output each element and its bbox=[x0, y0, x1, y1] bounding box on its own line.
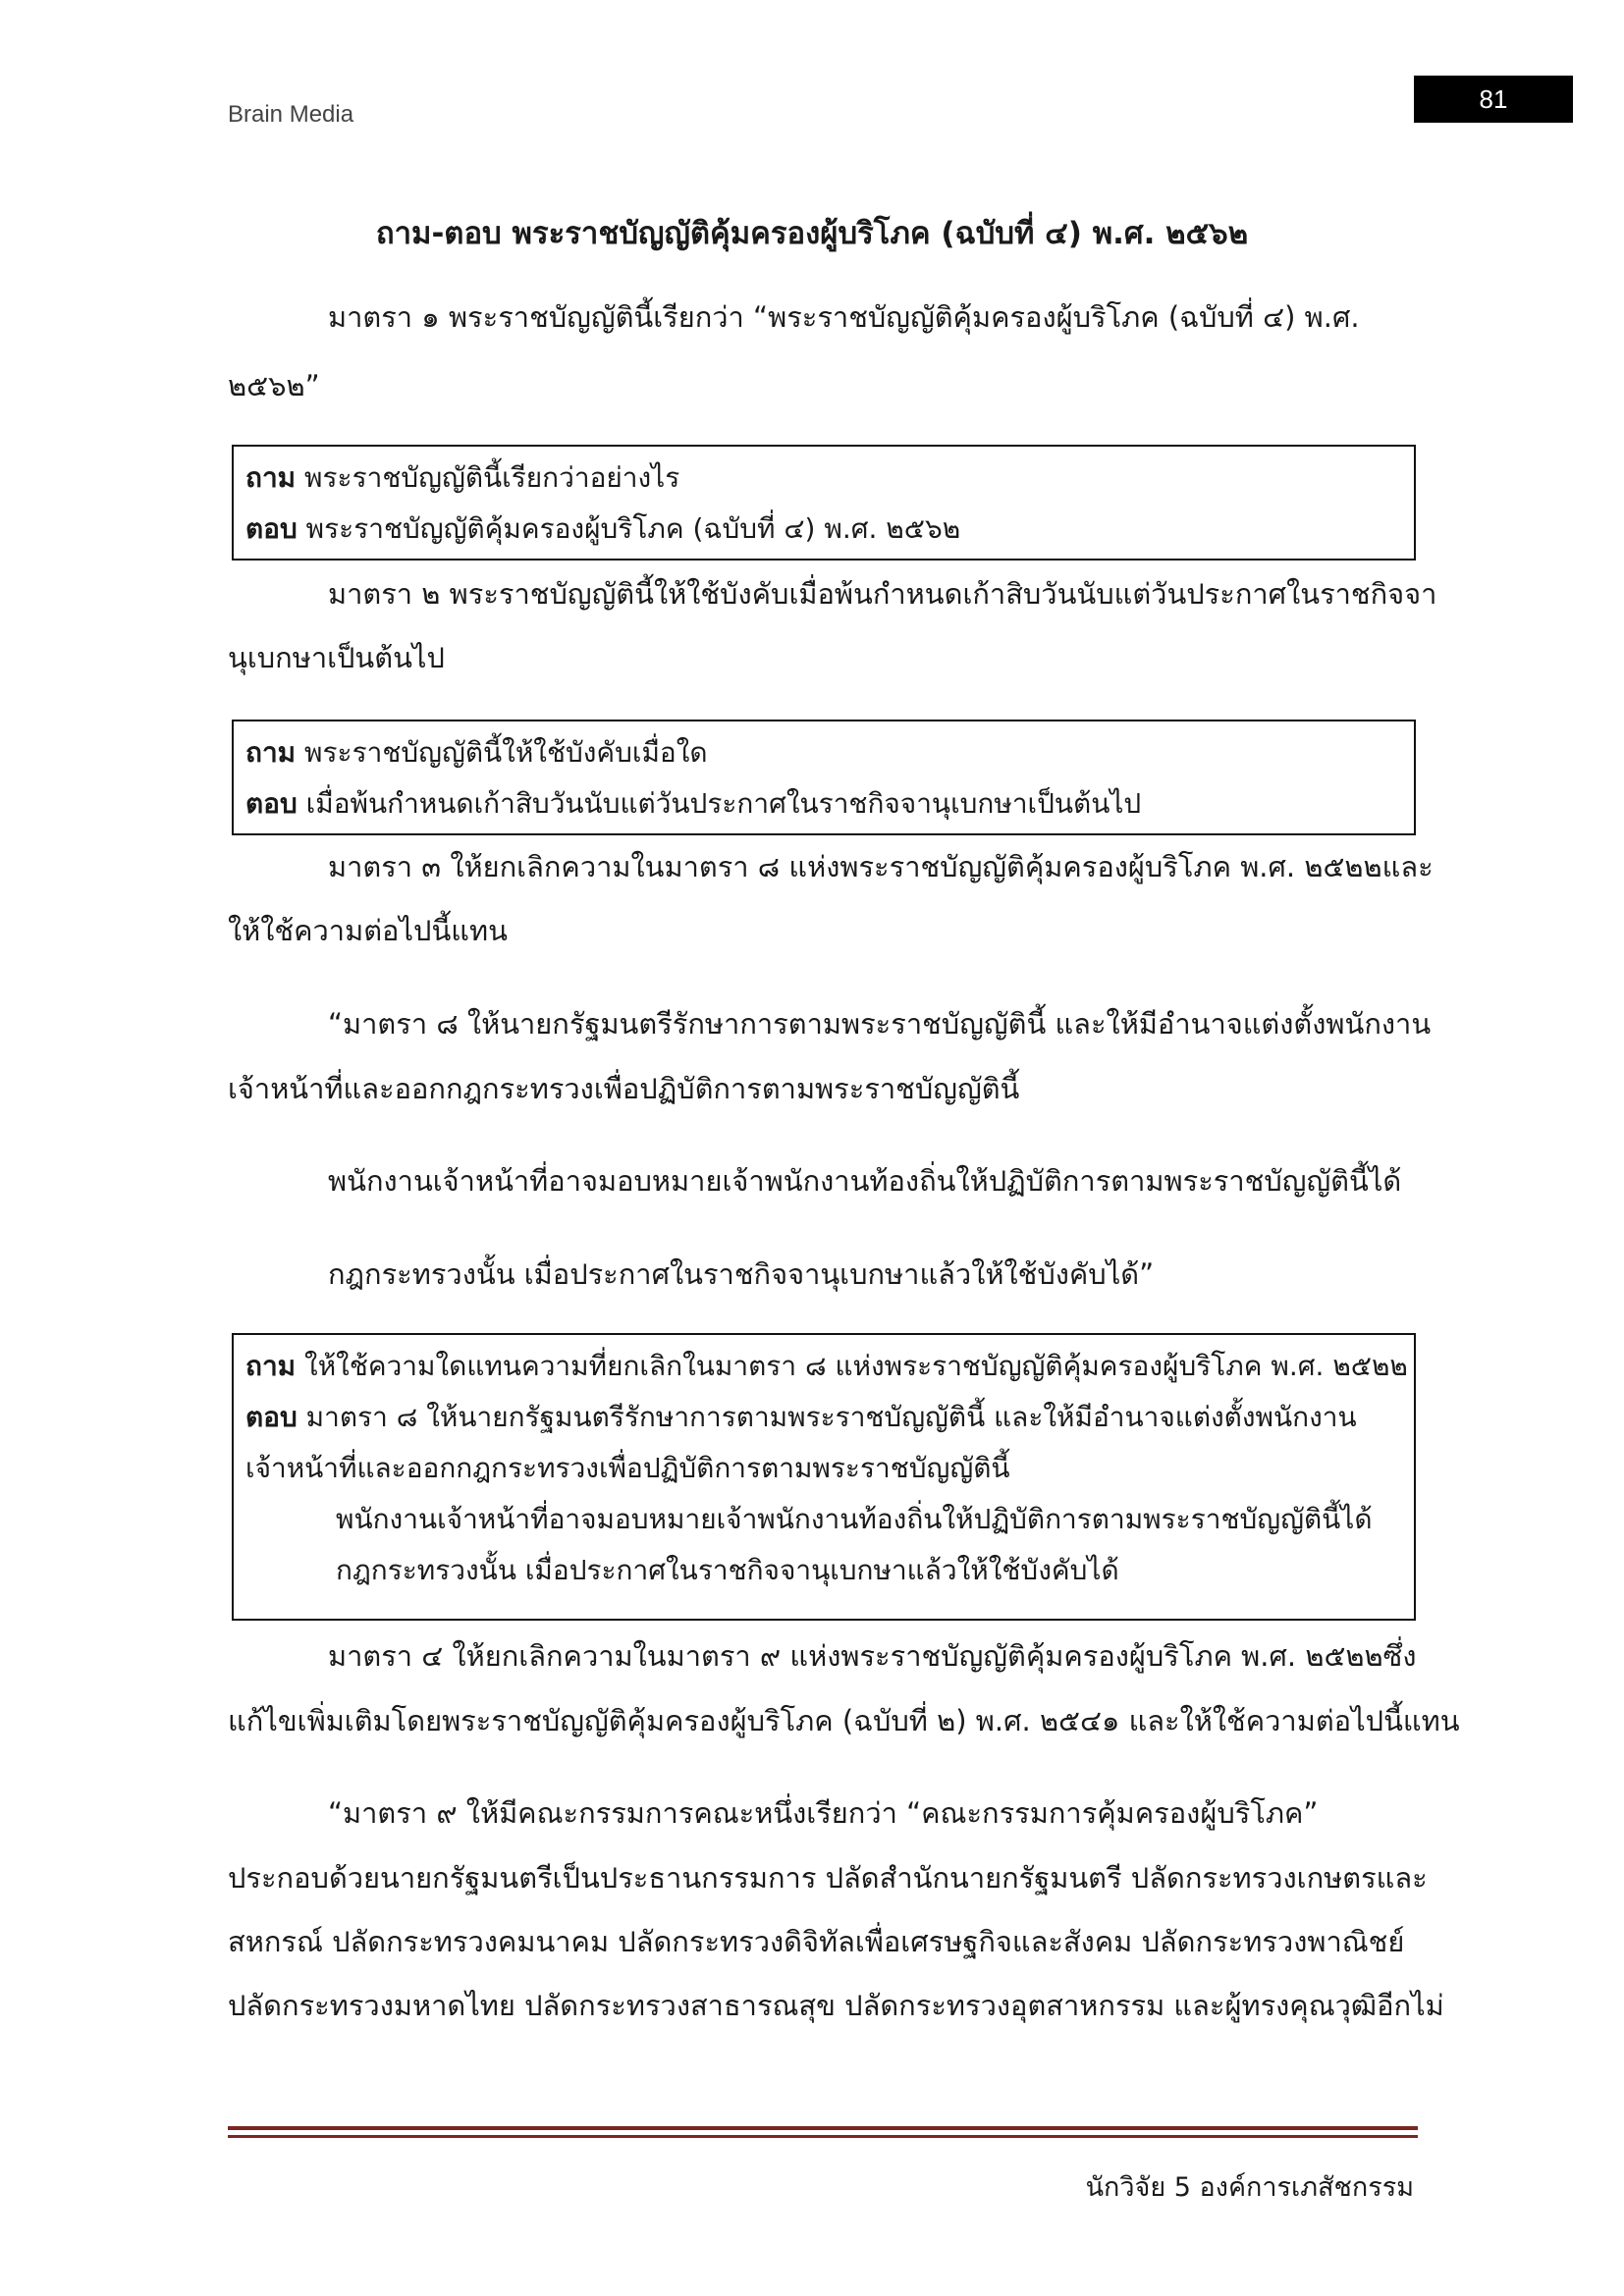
section4-quote4: ปลัดกระทรวงมหาดไทย ปลัดกระทรวงสาธารณสุข ปลัดกระทรวงอุตสาหกรรม และผู้ทรงคุณวุฒิอีกไม่ bbox=[228, 1989, 1444, 2022]
qa3-answer-line3: พนักงานเจ้าหน้าที่อาจมอบหมายเจ้าพนักงานท้องถิ่นให้ปฏิบัติการตามพระราชบัญญัตินี้ได้ bbox=[336, 1503, 1373, 1535]
page-number: 81 bbox=[1479, 83, 1508, 114]
section3-quote2: เจ้าหน้าที่และออกกฎกระทรวงเพื่อปฏิบัติการตามพระราชบัญญัตินี้ bbox=[228, 1072, 1020, 1105]
section4-quote3: สหกรณ์ ปลัดกระทรวงคมนาคม ปลัดกระทรวงดิจิทัลเพื่อเศรษฐกิจและสังคม ปลัดกระทรวงพาณิชย์ bbox=[228, 1925, 1405, 1958]
footer-text: นักวิจัย 5 องค์การเภสัชกรรม bbox=[1085, 2172, 1414, 2203]
qa3-answer bbox=[245, 1392, 1402, 1443]
answer-text: เมื่อพ้นกำหนดเก้าสิบวันนับแต่วันประกาศในราชกิจจานุเบกษาเป็นต้นไป bbox=[297, 787, 1142, 820]
answer-text: มาตรา ๘ ให้นายกรัฐมนตรีรักษาการตามพระราชบัญญัตินี้ และให้มีอำนาจแต่งตั้งพนักงาน bbox=[297, 1401, 1357, 1433]
question-label: ถาม bbox=[245, 736, 297, 769]
section4-line2: แก้ไขเพิ่มเติมโดยพระราชบัญญัติคุ้มครองผู้บริโภค (ฉบับที่ ๒) พ.ศ. ๒๕๔๑ และให้ใช้ความต่อไปนี้แทน bbox=[228, 1704, 1460, 1737]
section3-quote3: พนักงานเจ้าหน้าที่อาจมอบหมายเจ้าพนักงานท้องถิ่นให้ปฏิบัติการตามพระราชบัญญัตินี้ได้ bbox=[328, 1164, 1402, 1198]
question-text: พระราชบัญญัตินี้ให้ใช้บังคับเมื่อใด bbox=[296, 736, 708, 769]
qa1-answer bbox=[245, 504, 1402, 555]
qa-box-1 bbox=[232, 445, 1416, 561]
section3-quote1: “มาตรา ๘ ให้นายกรัฐมนตรีรักษาการตามพระราชบัญญัตินี้ และให้มีอำนาจแต่งตั้งพนักงาน bbox=[328, 1007, 1432, 1041]
question-text: ให้ใช้ความใดแทนความที่ยกเลิกในมาตรา ๘ แห่งพระราชบัญญัติคุ้มครองผู้บริโภค พ.ศ. ๒๕๒๒ bbox=[296, 1350, 1408, 1382]
qa3-question bbox=[245, 1341, 1408, 1392]
question-label: ถาม bbox=[245, 1350, 297, 1382]
answer-label: ตอบ bbox=[245, 512, 298, 545]
section4-quote2: ประกอบด้วยนายกรัฐมนตรีเป็นประธานกรรมการ ปลัดสำนักนายกรัฐมนตรี ปลัดกระทรวงเกษตรและ bbox=[228, 1861, 1428, 1895]
section1-line2: ๒๕๖๒” bbox=[228, 369, 320, 402]
qa1-question bbox=[245, 453, 1402, 504]
section3-line2: ให้ใช้ความต่อไปนี้แทน bbox=[228, 914, 508, 947]
page-number-badge bbox=[1414, 76, 1573, 123]
section2-line1: มาตรา ๒ พระราชบัญญัตินี้ให้ใช้บังคับเมื่อพ้นกำหนดเก้าสิบวันนับแต่วันประกาศในราชกิจจา bbox=[328, 577, 1437, 611]
answer-label: ตอบ bbox=[245, 1401, 298, 1433]
qa3-answer-line4: กฎกระทรวงนั้น เมื่อประกาศในราชกิจจานุเบกษาแล้วให้ใช้บังคับได้ bbox=[336, 1554, 1119, 1586]
page-title: ถาม-ตอบ พระราชบัญญัติคุ้มครองผู้บริโภค (ฉบับที่ ๔) พ.ศ. ๒๕๖๒ bbox=[375, 216, 1249, 251]
section4-line1: มาตรา ๔ ให้ยกเลิกความในมาตรา ๙ แห่งพระราชบัญญัติคุ้มครองผู้บริโภค พ.ศ. ๒๕๒๒ซึ่ง bbox=[328, 1639, 1417, 1673]
header-brand: Brain Media bbox=[228, 101, 354, 128]
qa-box-3 bbox=[232, 1333, 1416, 1621]
qa2-answer bbox=[245, 778, 1402, 829]
qa2-question bbox=[245, 727, 1402, 778]
answer-label: ตอบ bbox=[245, 787, 298, 820]
footer-divider-secondary bbox=[228, 2135, 1418, 2138]
section1-line1: มาตรา ๑ พระราชบัญญัตินี้เรียกว่า “พระราชบัญญัติคุ้มครองผู้บริโภค (ฉบับที่ ๔) พ.ศ. bbox=[328, 300, 1360, 334]
section2-line2: นุเบกษาเป็นต้นไป bbox=[228, 641, 445, 674]
section3-line1: มาตรา ๓ ให้ยกเลิกความในมาตรา ๘ แห่งพระราชบัญญัติคุ้มครองผู้บริโภค พ.ศ. ๒๕๒๒และ bbox=[328, 850, 1434, 883]
footer-divider bbox=[228, 2126, 1418, 2130]
question-text: พระราชบัญญัตินี้เรียกว่าอย่างไร bbox=[296, 461, 680, 494]
question-label: ถาม bbox=[245, 461, 297, 494]
answer-text: พระราชบัญญัติคุ้มครองผู้บริโภค (ฉบับที่ ๔) พ.ศ. ๒๕๖๒ bbox=[297, 512, 961, 545]
qa-box-2 bbox=[232, 720, 1416, 835]
qa3-answer-line2: เจ้าหน้าที่และออกกฎกระทรวงเพื่อปฏิบัติการตามพระราชบัญญัตินี้ bbox=[245, 1452, 1010, 1484]
section4-quote1: “มาตรา ๙ ให้มีคณะกรรมการคณะหนึ่งเรียกว่า “คณะกรรมการคุ้มครองผู้บริโภค” bbox=[328, 1796, 1319, 1830]
section3-quote4: กฎกระทรวงนั้น เมื่อประกาศในราชกิจจานุเบกษาแล้วให้ใช้บังคับได้” bbox=[328, 1257, 1155, 1291]
